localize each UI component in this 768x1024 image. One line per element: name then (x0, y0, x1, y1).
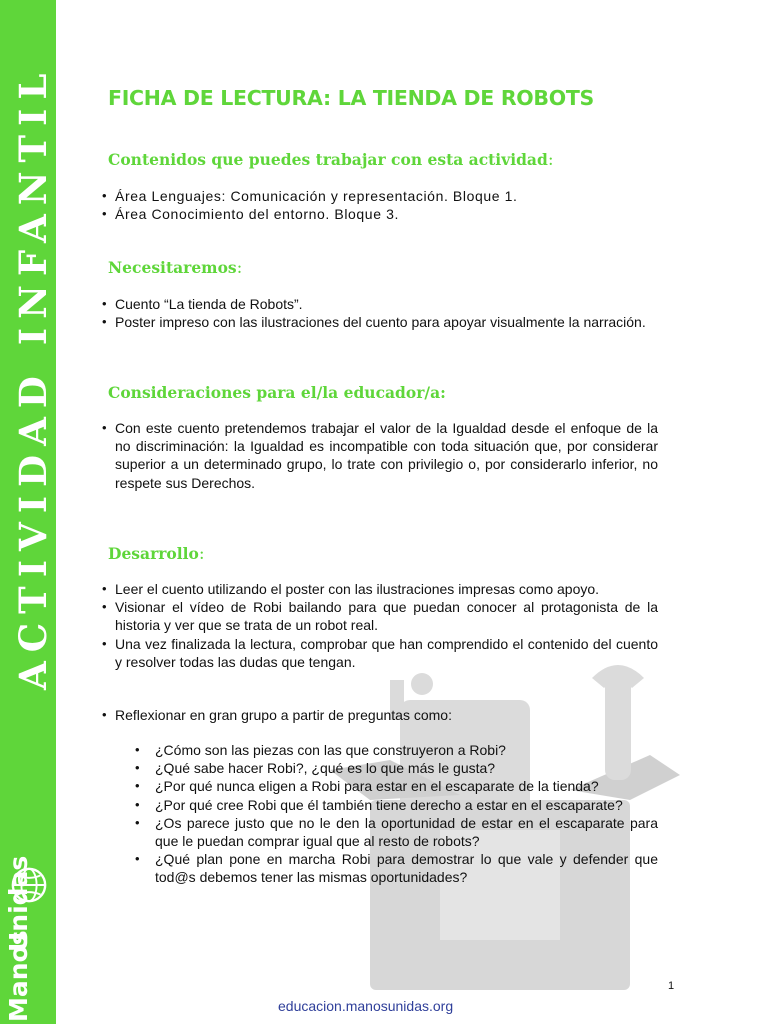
heading-desarrollo (108, 544, 205, 564)
list-item: • Cuento “La tienda de Robots”. (102, 295, 658, 313)
list-item: • ¿Por qué nunca eligen a Robi para estar en el escaparate de la tienda? (135, 777, 658, 795)
list-item: • Visionar el vídeo de Robi bailando para que puedan conocer al protagonista de la historia y ver que se trata de un robot real. (102, 598, 658, 634)
list-item: • ¿Por qué cree Robi que él también tiene derecho a estar en el escaparate? (135, 796, 658, 814)
footer-url[interactable]: educacion.manosunidas.org (278, 998, 454, 1014)
list-item: • Área Conocimiento del entorno. Bloque 3. (102, 205, 662, 223)
desarrollo-list (102, 580, 658, 671)
heading-colon: : (236, 258, 243, 278)
heading-contenidos (108, 150, 554, 170)
heading-necesitaremos (108, 258, 242, 278)
page-number: 1 (668, 980, 675, 992)
heading-consideraciones-text: Consideraciones para el/la educador/a: (108, 383, 446, 402)
list-item: • ¿Os parece justo que no le den la oportunidad de estar en el escaparate para que le puedan comprar igual que al resto de robots? (135, 814, 658, 850)
sidebar-title-text: ACTIVIDAD INFANTIL (11, 64, 55, 690)
heading-colon: : (198, 544, 205, 564)
preguntas-list (135, 741, 658, 887)
page-title: FICHA DE LECTURA: LA TIENDA DE ROBOTS (108, 86, 595, 110)
contenidos-list (102, 187, 662, 223)
necesitaremos-list (102, 295, 658, 331)
list-item: • ¿Qué sabe hacer Robi?, ¿qué es lo que más le gusta? (135, 759, 658, 777)
logo-word-unidas: Unidas (4, 855, 33, 952)
reflexion-list (102, 706, 658, 724)
heading-contenidos-text: Contenidos que puedes trabajar con esta actividad (108, 150, 548, 169)
list-item: • Una vez finalizada la lectura, comprobar que han comprendido el contenido del cuento y resolver todas las dudas que tengan. (102, 635, 658, 671)
list-item: • ¿Cómo son las piezas con las que construyeron a Robi? (135, 741, 658, 759)
logo-word-manos: Manos (4, 930, 33, 1022)
heading-desarrollo-text: Desarrollo (108, 544, 199, 563)
consideraciones-list (102, 419, 658, 492)
list-item: • Leer el cuento utilizando el poster con las ilustraciones impresas como apoyo. (102, 580, 658, 598)
heading-colon: : (547, 150, 554, 170)
heading-necesitaremos-text: Necesitaremos (108, 258, 237, 277)
list-item: • Reflexionar en gran grupo a partir de preguntas como: (102, 706, 658, 724)
list-item: • Poster impreso con las ilustraciones del cuento para apoyar visualmente la narración. (102, 313, 658, 331)
list-item: • ¿Qué plan pone en marcha Robi para demostrar lo que vale y defender que tod@s debemos tener las mismas oportunidades? (135, 850, 658, 886)
list-item: • Con este cuento pretendemos trabajar el valor de la Igualdad desde el enfoque de la no discriminación: la Igualdad es incompatible con toda situación que, por considerar superior a un determinado grupo, lo trate con privilegio o, por considerarlo inferior, no respete sus Derechos. (102, 419, 658, 492)
heading-consideraciones (108, 383, 446, 402)
list-item: • Área Lenguajes: Comunicación y representación. Bloque 1. (102, 187, 662, 205)
